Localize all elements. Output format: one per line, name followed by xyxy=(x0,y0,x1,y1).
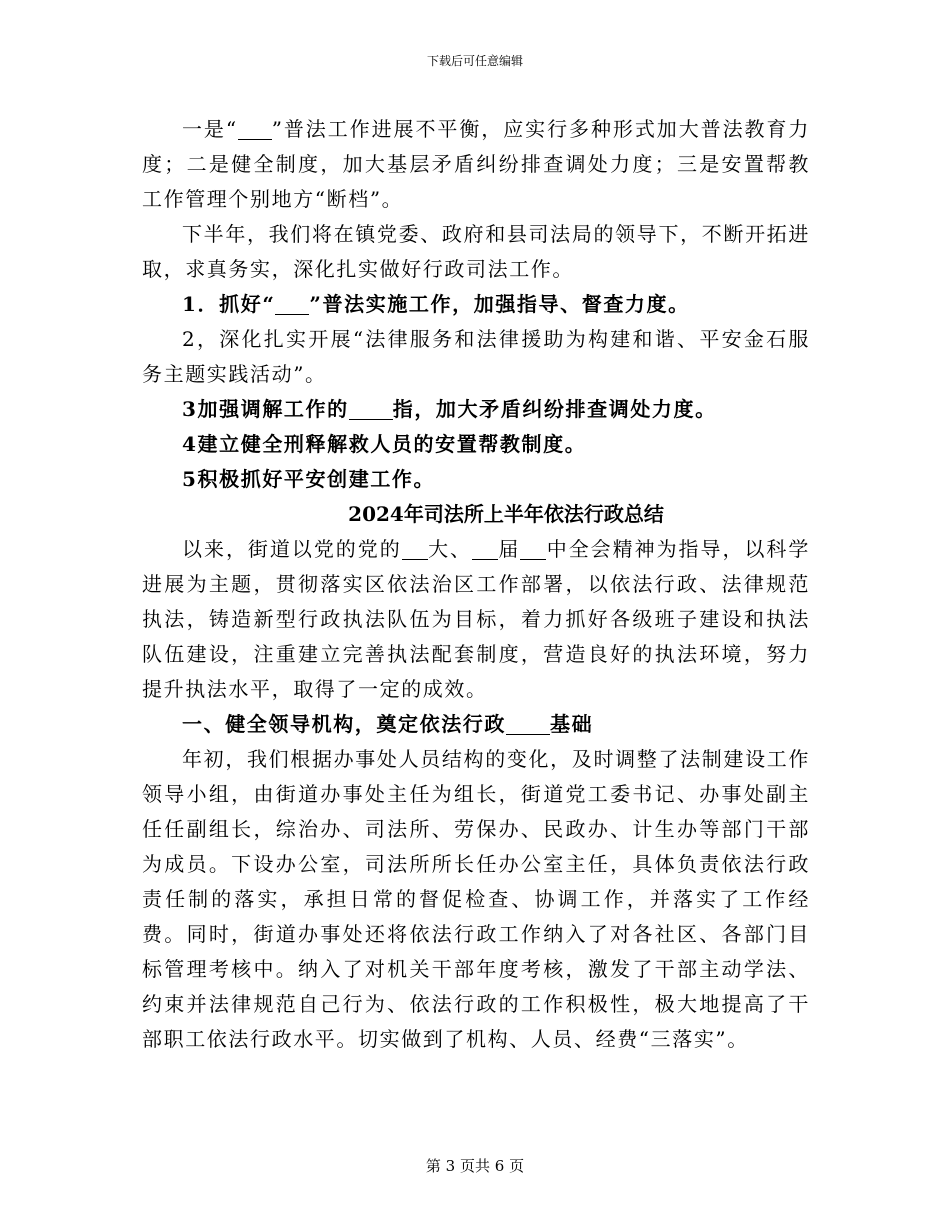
fill-blank xyxy=(520,537,546,560)
paragraph-intro xyxy=(142,532,810,707)
fill-blank xyxy=(402,537,428,560)
paragraph-text: 届 xyxy=(498,537,521,561)
fill-blank xyxy=(238,117,272,140)
list-item-1 xyxy=(142,287,810,322)
list-item-4: 4建立健全刑释解救人员的安置帮教制度。 xyxy=(182,432,587,456)
list-item-2: 2，深化扎实开展“法律服务和法律援助为构建和谐、平安金石服务主题实践活动”。 xyxy=(142,327,810,386)
page-header: 下载后可任意编辑 xyxy=(426,54,523,68)
paragraph-text: 一是“ xyxy=(182,117,238,141)
list-item-text: 1．抓好“ xyxy=(182,292,276,316)
subsection-heading xyxy=(142,707,810,742)
section-title: 2024年司法所上半年依法行政总结 xyxy=(348,502,664,526)
paragraph-plan: 下半年，我们将在镇党委、政府和县司法局的领导下，不断开拓进取，求真务实，深化扎实做好行政司法工作。 xyxy=(142,222,810,281)
paragraph-leadership: 年初，我们根据办事处人员结构的变化，及时调整了法制建设工作领导小组，由街道办事处主任为组长，街道党工委书记、办事处副主任任副组长，综治办、司法所、劳保办、民政办、计生办等部门干部为成员。下设办公室，司法所所长任办公室主任，具体负责依法行政责任制的落实，承担日常的督促检查、协调工作，并落实了工作经费。同时，街道办事处还将依法行政工作纳入了对各社区、各部门目标管理考核中。纳入了对机关干部年度考核，激发了干部主动学法、约束并法律规范自己行为、依法行政的工作积极性，极大地提高了干部职工依法行政水平。切实做到了机构、人员、经费“三落实”。 xyxy=(142,747,810,1051)
fill-blank xyxy=(275,292,309,315)
list-item-5: 5积极抓好平安创建工作。 xyxy=(182,467,436,491)
list-item-3 xyxy=(142,392,810,427)
fill-blank xyxy=(349,397,393,420)
list-item-text: ”普法实施工作，加强指导、督查力度。 xyxy=(309,292,690,316)
list-item-text: 3加强调解工作的 xyxy=(182,397,349,421)
page-number: 第 3 页共 6 页 xyxy=(425,1157,525,1175)
fill-blank xyxy=(472,537,498,560)
paragraph-text: 以来，街道以党的党的 xyxy=(182,537,402,561)
fill-blank xyxy=(506,712,550,735)
paragraph-problems xyxy=(142,112,810,217)
heading-text: 一、健全领导机构，奠定依法行政 xyxy=(182,712,506,736)
heading-text: 基础 xyxy=(550,712,594,736)
paragraph-text: 大、 xyxy=(427,537,473,561)
document-body xyxy=(142,112,810,1057)
paragraph-text: ”普法工作进展不平衡，应实行多种形式加大普法教育力度；二是健全制度，加大基层矛盾纠纷排查调处力度；三是安置帮教工作管理个别地方“断档”。 xyxy=(142,117,810,211)
paragraph-text: 中全会精神为指导，以科学进展为主题，贯彻落实区依法治区工作部署，以依法行政、法律规范执法，铸造新型行政执法队伍为目标，着力抓好各级班子建设和执法队伍建设，注重建立完善执法配套制度，营造良好的执法环境，努力提升执法水平，取得了一定的成效。 xyxy=(142,537,810,701)
list-item-text: 指，加大矛盾纠纷排查调处力度。 xyxy=(392,397,717,421)
